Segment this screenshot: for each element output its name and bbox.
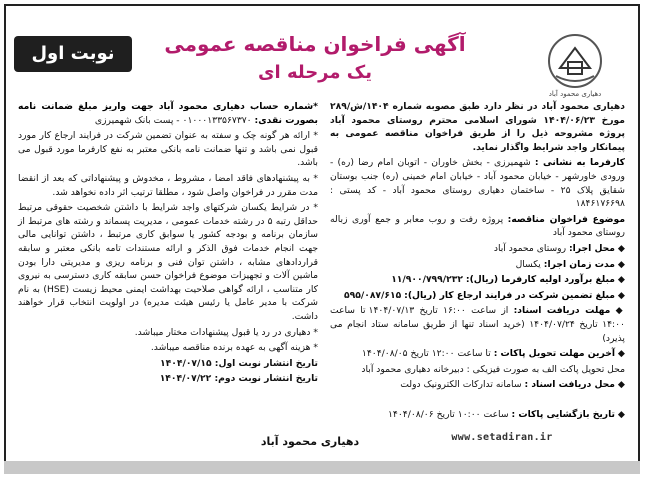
first-publication-date: تاریخ انتشار نوبت اول: ۱۴۰۴/۰۷/۱۵	[160, 357, 318, 369]
page-subtitle: یک مرحله ای	[258, 62, 372, 83]
docs-value: از ساعت ۱۶:۰۰ تاریخ ۱۴۰۴/۰۷/۱۳ تا ساعت ۱۴:۰۰ تاریخ ۱۴۰۴/۰۷/۲۴ (خرید اسناد تنها از طریق سامانه ستاد انجام می پذیرد)	[330, 305, 625, 344]
bullet-4: * دهیاری در رد یا قبول پیشنهادات مختار میباشد.	[134, 326, 318, 338]
duration-label: مدت زمان اجرا:	[543, 258, 615, 270]
deadline-label: آخرین مهلت تحویل پاکات :	[493, 348, 615, 360]
docs-row: ◆ مهلت دریافت اسناد: از ساعت ۱۶:۰۰ تاریخ ۱۴۰۴/۰۷/۱۳ تا ساعت ۱۴:۰۰ تاریخ ۱۴۰۴/۰۷/۲۴ (خرید اسناد تنها از طریق سامانه ستاد انجام می پذیرد)	[330, 305, 625, 344]
estimate-label: مبلغ برآورد اولیه کارفرما (ریال):	[465, 274, 615, 286]
employer-value: شهمیرزی - بخش خاوران - اتوبان امام رضا (ره) - ورودی خاورشهر - خیابان محمود آباد - خیابان امام خمینی (ره) جنب بوستان شقایق پلاک ۲۵ - ساختمان دهیاری روستای محمود آباد - کد پستی : ۱۸۴۶۱۷۶۶۹۸	[330, 157, 626, 210]
receive-row: ◆ محل دریافت اسناد : سامانه تدارکات الکترونیک دولت	[400, 379, 625, 391]
guarantee-label: مبلغ تضمین شرکت در فرایند ارجاع کار (ریال):	[404, 289, 615, 301]
account-row	[18, 100, 318, 127]
employer-label: کارفرما به نشانی :	[534, 157, 625, 169]
right-column	[330, 100, 625, 423]
bullet-5: * هزینه آگهی به عهده برنده مناقصه میباشد.	[150, 342, 318, 354]
location-value: روستای محمود آباد	[493, 242, 567, 254]
subject-value: پروژه رفت و روب معابر و جمع آوری زباله روستای محمود آباد	[330, 213, 625, 239]
deadline-value: تا ساعت ۱۲:۰۰ تاریخ ۱۴۰۴/۰۸/۰۵	[361, 348, 491, 360]
account-value: ۰۱۰۰۰۱۳۳۵۶۷۳۷۰ - پست بانک شهمیرزی	[94, 114, 252, 126]
receive-value: سامانه تدارکات الکترونیک دولت	[400, 379, 522, 391]
delivery-row: محل تحویل پاکت الف به صورت فیزیکی : دبیرخانه دهیاری محمود آباد	[361, 363, 625, 375]
guarantee-row: ◆ مبلغ تضمین شرکت در فرایند ارجاع کار (ریال): ۵۹۵/۰۸۷/۶۱۵	[344, 289, 625, 301]
opening-label: تاریخ بازگشایی پاکات :	[511, 408, 615, 420]
duration-row: ◆ مدت زمان اجرا: یکسال	[515, 258, 625, 270]
edition-badge: نوبت اول	[14, 36, 132, 72]
duration-value: یکسال	[515, 258, 541, 270]
estimate-value: ۱۱/۹۰۰/۷۹۹/۲۳۲	[391, 274, 463, 286]
account-label: *شماره حساب دهیاری محمود آباد جهت واریز مبلغ ضمانت نامه بصورت نقدی:	[18, 101, 318, 126]
bullet-3: * در شرایط یکسان شرکتهای واجد شرایط با داشتن شخصیت حقوقی مرتبط حداقل رتبه ۵ در رشته خدمات عمومی ، مدیریت پسماند و رشته های مرتبط از سازمان برنامه و بودجه کشور یا سوابق کاری مرتبط ، داشتن توانایی مالی جهت انجام خدمات فوق الذکر و ارائه مستندات تامه بانکی معتبر و سابقه قراردادهای مشابه ، داشتن توان فنی و برنامه ریزی و مدیریتی دارا بودن ماشین آلات و تجهیزات موضوع فراخوان حسن سابقه کاری دسترسی به نیروی کار متناسب ، ارائه گواهی صلاحیت بهداشت ایمنی محیط زیست (HSE) به نام شرکت با مدیر عامل یا رئیس هیئت مدیره) در اولویت انتخاب قرار خواهند داشت.	[18, 202, 318, 322]
estimate-row: ◆ مبلغ برآورد اولیه کارفرما (ریال): ۱۱/۹۰۰/۷۹۹/۲۳۲	[391, 274, 625, 286]
location-label: محل اجرا:	[568, 242, 615, 254]
dehyari-logo-icon	[546, 32, 604, 90]
guarantee-value: ۵۹۵/۰۸۷/۶۱۵	[344, 289, 402, 301]
receive-label: محل دریافت اسناد :	[524, 379, 615, 391]
setad-url-link[interactable]: www.setadiran.ir	[451, 432, 553, 443]
second-publication-date: تاریخ انتشار نوبت دوم: ۱۴۰۴/۰۷/۲۲	[159, 373, 318, 385]
left-column	[18, 100, 318, 388]
subject-row	[330, 213, 625, 240]
footer-bar	[4, 461, 640, 474]
subject-label: موضوع فراخوان مناقصه:	[507, 213, 626, 225]
location-row: ◆ محل اجرا: روستای محمود آباد	[493, 242, 625, 254]
opening-row: ◆ تاریخ بازگشایی پاکات : ساعت ۱۰:۰۰ تاریخ ۱۴۰۴/۰۸/۰۶	[387, 408, 625, 420]
employer-row	[330, 156, 625, 210]
bullet-2: * به پیشنهادهای فاقد امضا ، مشروط ، مخدوش و پیشنهاداتی که بعد از انقضا مدت مقرر در فراخوان واصل شود ، مطلقا ترتیب اثر داده نخواهد شد.	[18, 172, 318, 198]
signature: دهیاری محمود آباد	[260, 435, 360, 448]
page-title: آگهی فراخوان مناقصه عمومی	[164, 32, 466, 56]
bullet-1: * ارائه هر گونه چک و سفته به عنوان تضمین شرکت در فرایند ارجاع کار مورد قبول نمی باشد و تنها ضمانت نامه بانکی معتبر به نفع کارفرما مورد قبول می باشد.	[18, 130, 318, 169]
opening-value: ساعت ۱۰:۰۰ تاریخ ۱۴۰۴/۰۸/۰۶	[387, 408, 509, 420]
docs-label: مهلت دریافت اسناد:	[513, 305, 611, 317]
logo-caption: دهیاری محمود آباد	[548, 90, 602, 98]
intro-text: دهیاری محمود آباد در نظر دارد طبق مصوبه شماره ۱۴۰۴/ش/۲۸۹ مورخ ۱۴۰۴/۰۶/۲۳ شورای اسلامی محترم روستای محمود آباد پروژه مشروحه ذیل را از طریق فراخوان مناقصه عمومی به پیمانکار واجد شرایط واگذار نماید.	[330, 101, 625, 153]
deadline-row: ◆ آخرین مهلت تحویل پاکات : تا ساعت ۱۲:۰۰ تاریخ ۱۴۰۴/۰۸/۰۵	[361, 348, 625, 360]
